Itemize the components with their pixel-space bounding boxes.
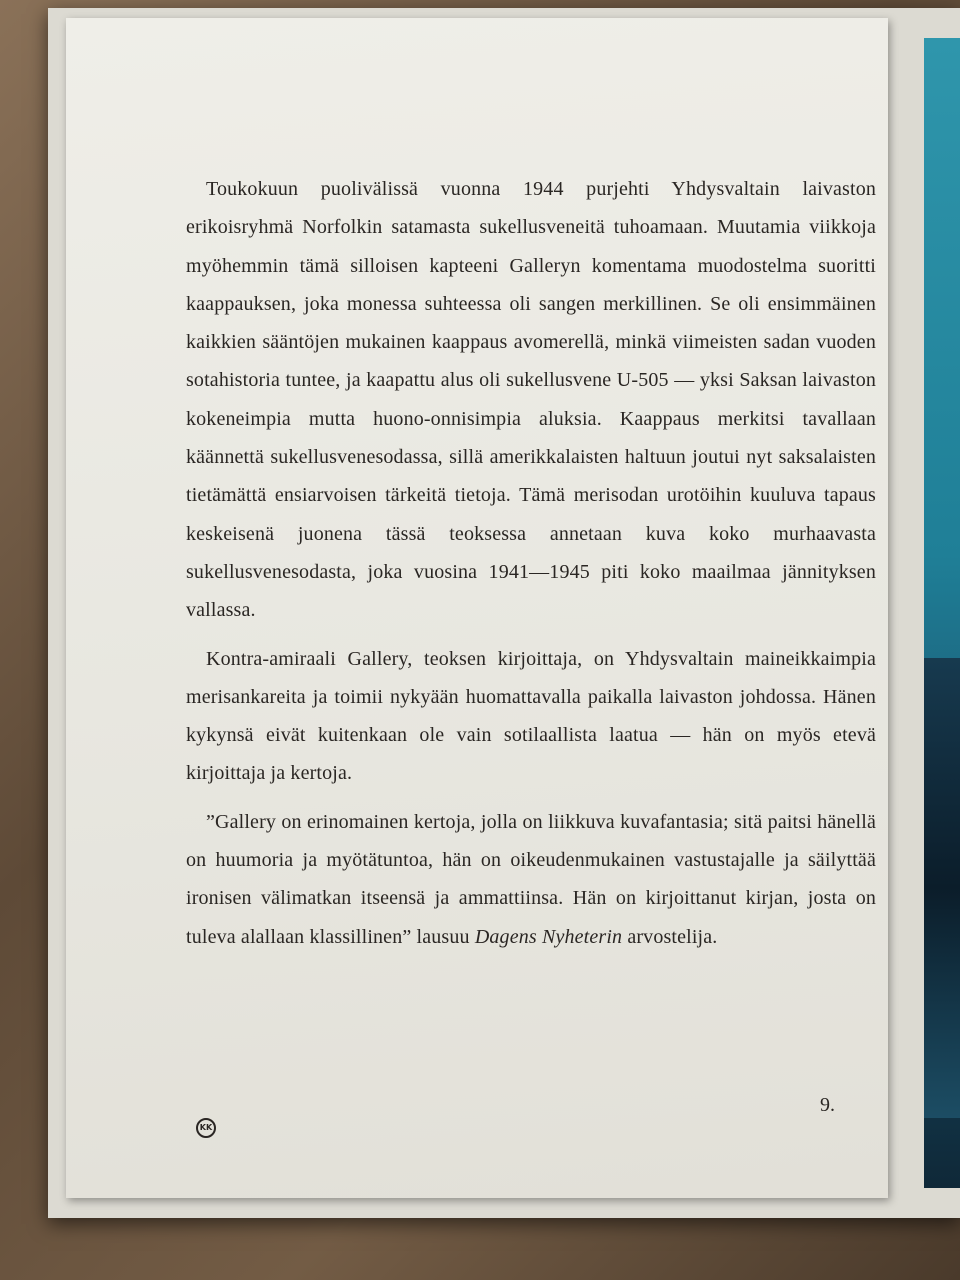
page-number: 9. [820, 1094, 835, 1116]
paragraph-1: Toukokuun puolivälissä vuonna 1944 purjehti Yhdysvaltain laivaston erikoisryhmä Norfolkin satamasta sukellusveneitä tuhoamaan. Muutamia viikkoja myöhemmin tämä silloisen kapteeni Galleryn komentama muodostelma suoritti kaappauksen, joka monessa suhteessa oli sangen merkillinen. Se oli ensimmäinen kaikkien sääntöjen mukainen kaappaus avomerellä, minkä viimeisten sadan vuoden sotahistoria tuntee, ja kaapattu alus oli sukellusvene U-505 — yksi Saksan laivaston kokeneimpia mutta huono-onnisimpia aluksia. Kaappaus merkitsi tavallaan käännettä sukellusvenesodassa, sillä amerikkalaisten haltuun joutui nyt saksalaisten tietämättä ensiarvoisen tärkeitä tietoja. Tämä merisodan urotöihin kuuluva tapaus keskeisenä juonena tässä teoksessa annetaan kuva koko murhaavasta sukellusvenesodasta, joka vuosina 1941—1945 piti koko maailmaa jännityksen vallassa. [186, 178, 876, 622]
publisher-logo-icon: KK [196, 1118, 216, 1138]
paragraph-2: Kontra-amiraali Gallery, teoksen kirjoittaja, on Yhdysvaltain maineikkaimpia merisankareita ja toimii nykyään huomattavalla paikalla laivaston johdossa. Hänen kykynsä eivät kuitenkaan ole vain sotilaallista laatua — hän on myös etevä kirjoittaja ja kertoja. [186, 647, 876, 785]
quote-text: ”Gallery on erinomainen kertoja, jolla on liikkuva kuvafantasia; sitä paitsi hänellä on huumoria ja myötätuntoa, hän on oikeudenmukainen vastustajalle ja säilyttää ironisen välimatkan itseensä ja ammattiinsa. Hän on kirjoittanut kirjan, josta on tuleva alallaan klassillinen” lausuu [186, 810, 876, 948]
blurb-text [186, 170, 876, 956]
quote-paragraph [186, 803, 876, 956]
blue-spine-edge [924, 38, 960, 1188]
quote-source-suffix: arvostelija. [622, 925, 718, 948]
back-cover-page [66, 18, 888, 1198]
spine-dark-band [924, 658, 960, 1118]
quote-source-newspaper: Dagens Nyheterin [474, 925, 623, 948]
